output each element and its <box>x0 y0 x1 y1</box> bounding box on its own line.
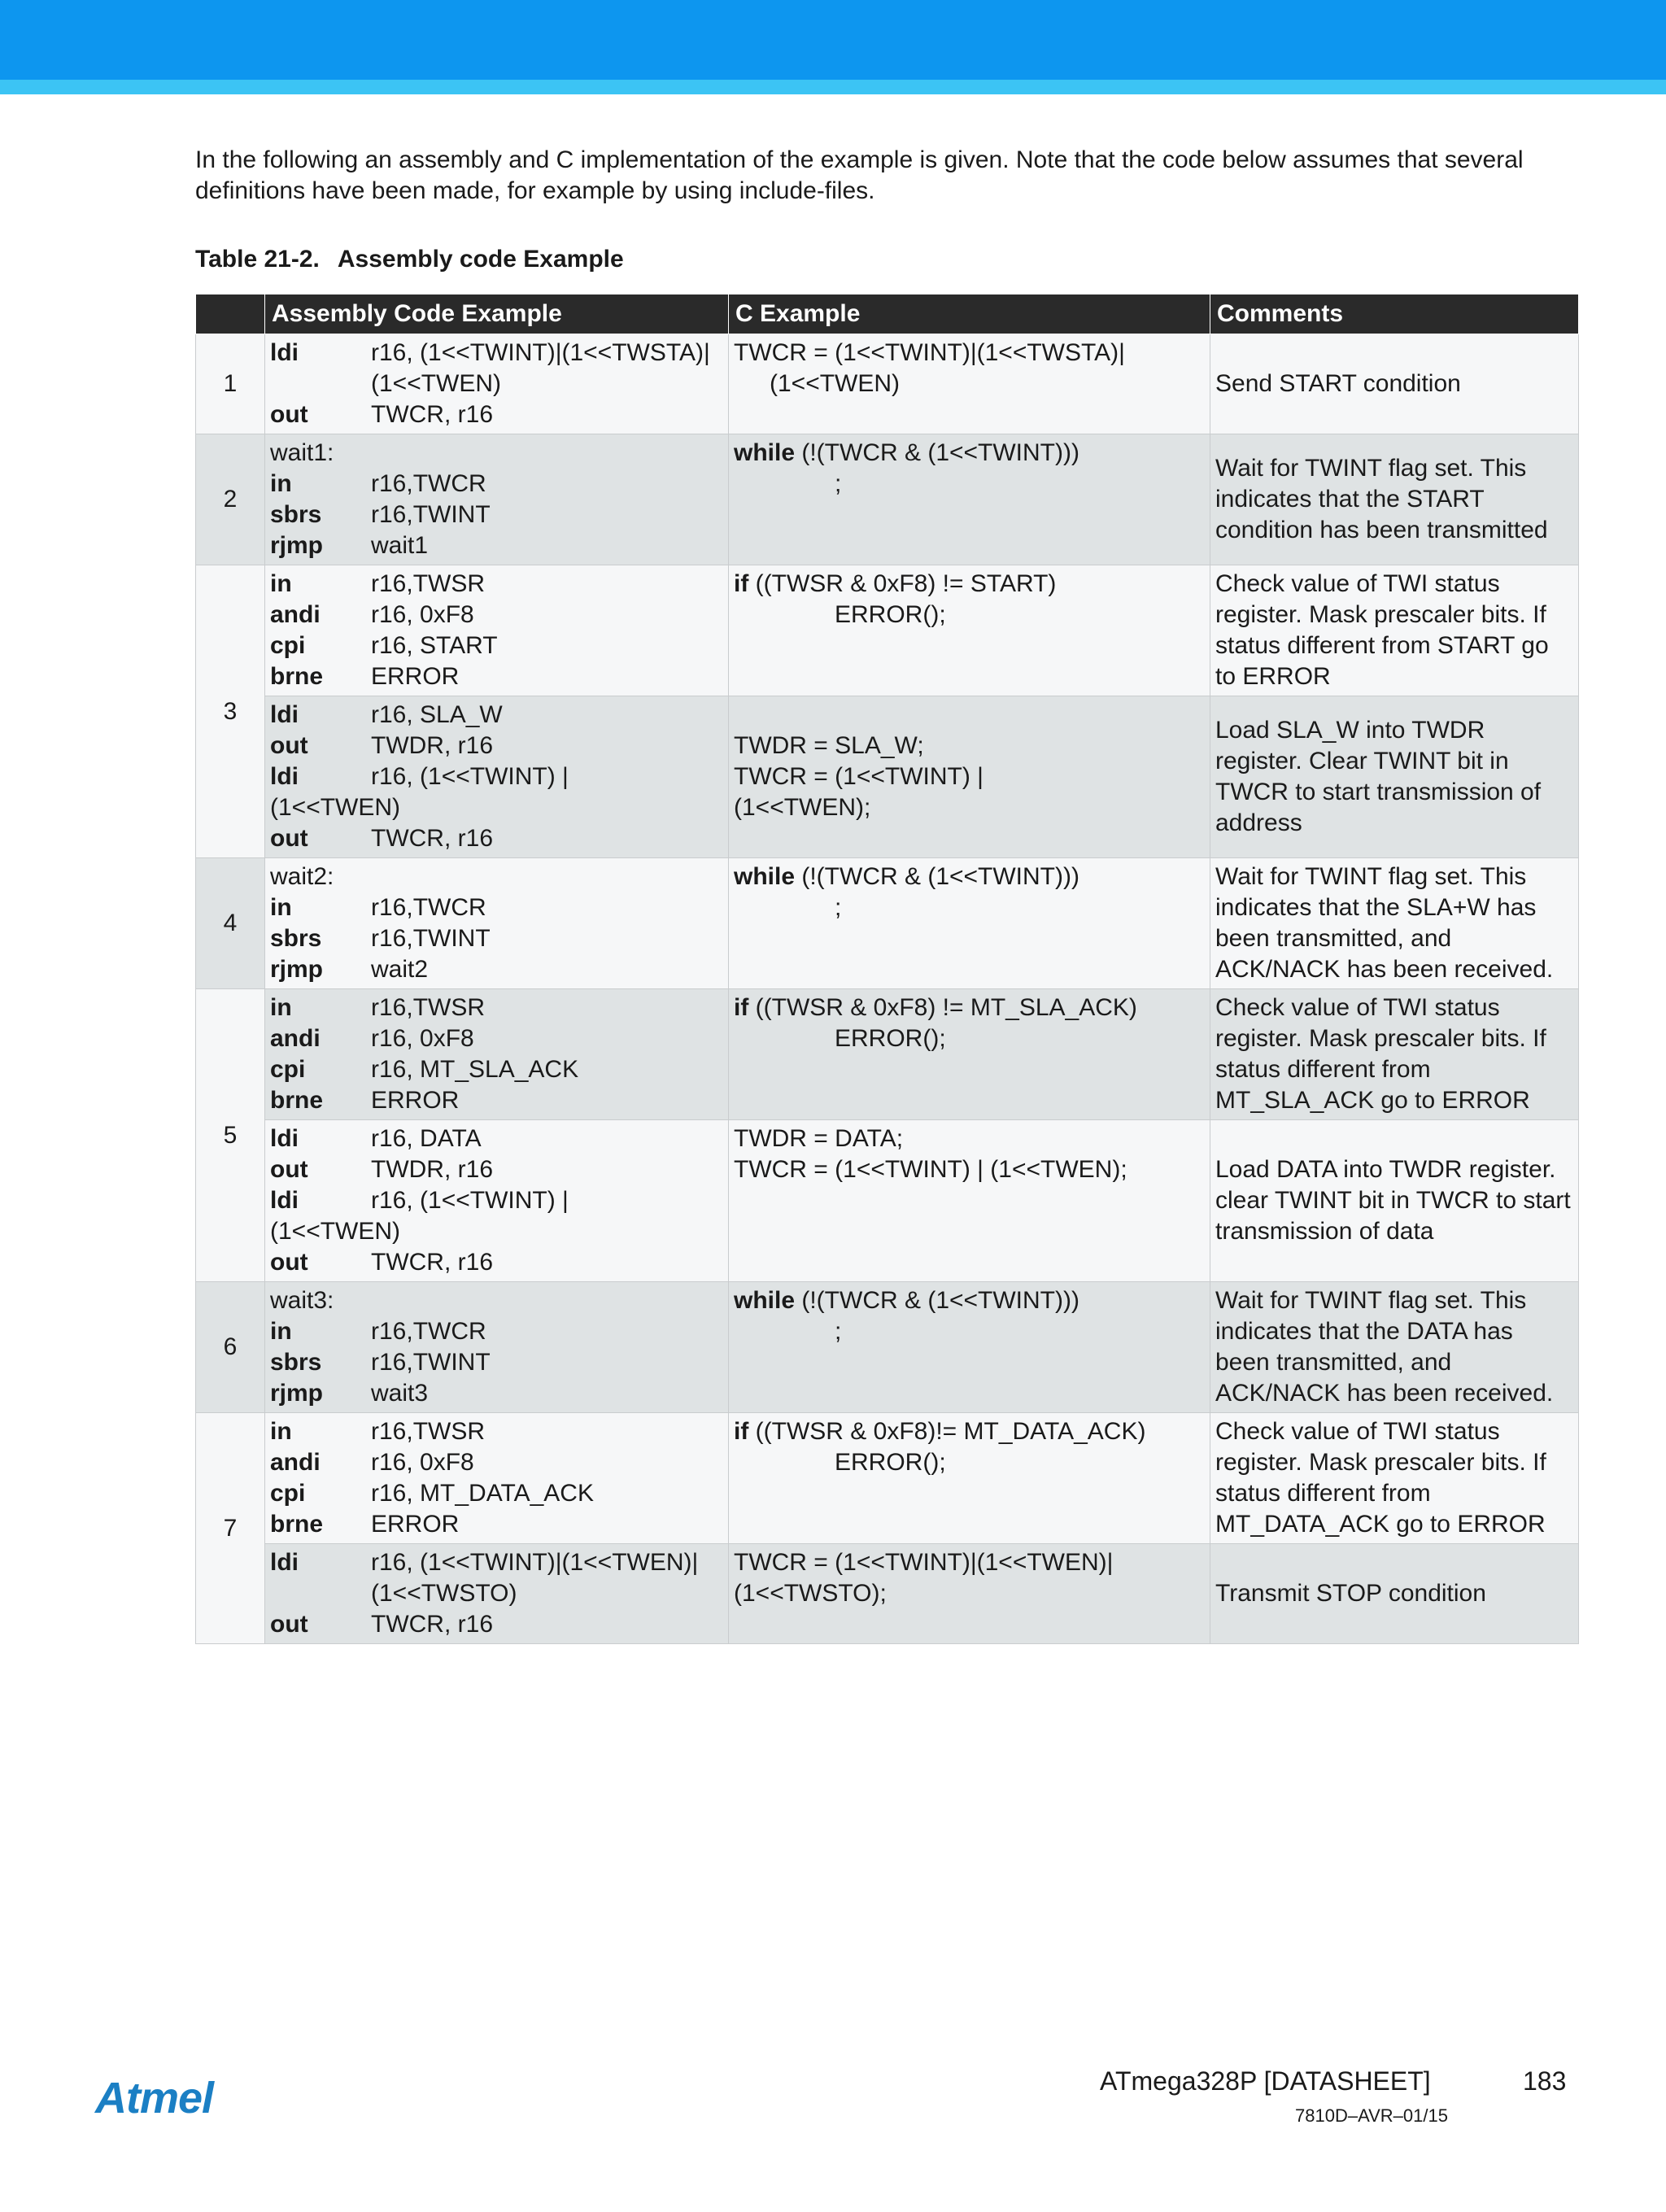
operand: r16, SLA_W <box>371 701 503 728</box>
c-keyword: if <box>734 1418 749 1445</box>
c-line: (1<<TWSTO); <box>734 1580 887 1607</box>
operand: TWCR, r16 <box>371 1249 493 1276</box>
table-row <box>196 1120 1579 1282</box>
mnemonic: in <box>270 894 292 921</box>
mnemonic: in <box>270 994 292 1021</box>
operand: r16, 0xF8 <box>371 1025 474 1052</box>
comment-cell: Check value of TWI status register. Mask prescaler bits. If status different from MT_SLA_ACK go to ERROR <box>1210 989 1579 1120</box>
operand: r16, MT_DATA_ACK <box>371 1480 594 1507</box>
c-code-cell <box>729 1544 1210 1644</box>
c-line: (1<<TWEN) <box>770 370 901 397</box>
assembly-cell <box>265 1413 729 1544</box>
mnemonic: ldi <box>270 339 299 366</box>
c-code-cell <box>729 334 1210 434</box>
mnemonic: out <box>270 1611 308 1638</box>
table-row <box>196 696 1579 858</box>
table-row <box>196 858 1579 989</box>
comment-cell: Check value of TWI status register. Mask prescaler bits. If status different from MT_DATA_ACK go to ERROR <box>1210 1413 1579 1544</box>
operand: r16,TWSR <box>371 570 486 597</box>
mnemonic: in <box>270 1318 292 1345</box>
c-keyword: while <box>734 863 796 890</box>
mnemonic: ldi <box>270 1549 299 1576</box>
operand: TWCR, r16 <box>371 401 493 428</box>
code-label: wait1: <box>270 439 334 466</box>
assembly-cell <box>265 334 729 434</box>
comment-cell: Check value of TWI status register. Mask prescaler bits. If status different from START go to ERROR <box>1210 565 1579 696</box>
c-keyword: if <box>734 570 749 597</box>
operand: TWDR, r16 <box>371 732 493 759</box>
operand: r16, START <box>371 632 498 659</box>
code-label: wait3: <box>270 1287 334 1314</box>
header-comments: Comments <box>1210 294 1579 334</box>
operand: r16,TWINT <box>371 1349 491 1376</box>
table-row <box>196 1413 1579 1544</box>
mnemonic: ldi <box>270 763 299 790</box>
header-bar <box>0 0 1666 80</box>
mnemonic: out <box>270 732 308 759</box>
operand: r16, (1<<TWINT)|(1<<TWSTA)| <box>371 339 710 366</box>
c-line: TWDR = DATA; <box>734 1125 904 1152</box>
table-header-row <box>196 294 1579 334</box>
operand: r16,TWINT <box>371 501 491 528</box>
mnemonic: in <box>270 1418 292 1445</box>
operand: (1<<TWEN) <box>371 370 502 397</box>
c-line: (1<<TWEN); <box>734 794 871 821</box>
c-line: TWCR = (1<<TWINT) | (1<<TWEN); <box>734 1156 1127 1183</box>
table-row <box>196 565 1579 696</box>
operand: r16, 0xF8 <box>371 1449 474 1476</box>
mnemonic: out <box>270 401 308 428</box>
mnemonic: cpi <box>270 1480 306 1507</box>
c-keyword: while <box>734 439 796 466</box>
step-number: 4 <box>196 858 265 989</box>
step-number: 3 <box>196 565 265 858</box>
operand: r16, (1<<TWINT)|(1<<TWEN)| <box>371 1549 699 1576</box>
operand: r16, 0xF8 <box>371 601 474 628</box>
operand: wait1 <box>371 532 429 559</box>
assembly-cell <box>265 1120 729 1282</box>
mnemonic: out <box>270 1156 308 1183</box>
mnemonic: in <box>270 470 292 497</box>
mnemonic: rjmp <box>270 532 324 559</box>
c-code-cell <box>729 858 1210 989</box>
document-number: 7810D–AVR–01/15 <box>1295 2105 1448 2126</box>
c-expr: (!(TWCR & (1<<TWINT))) <box>801 1287 1079 1314</box>
mnemonic: sbrs <box>270 925 322 952</box>
mnemonic: brne <box>270 1511 324 1538</box>
operand: r16,TWCR <box>371 894 486 921</box>
table-row <box>196 1544 1579 1644</box>
operand: ERROR <box>371 1087 460 1114</box>
operand: TWCR, r16 <box>371 825 493 852</box>
comment-cell: Send START condition <box>1210 334 1579 434</box>
header-assembly: Assembly Code Example <box>265 294 729 334</box>
mnemonic: sbrs <box>270 501 322 528</box>
operand: r16, (1<<TWINT) | <box>371 763 569 790</box>
assembly-cell <box>265 858 729 989</box>
mnemonic: andi <box>270 1025 321 1052</box>
c-line: ; <box>835 470 842 497</box>
operand: r16,TWCR <box>371 1318 486 1345</box>
operand: TWDR, r16 <box>371 1156 493 1183</box>
table-row <box>196 334 1579 434</box>
operand: (1<<TWEN) <box>270 794 401 821</box>
assembly-cell <box>265 565 729 696</box>
c-line: ; <box>835 894 842 921</box>
c-expr: ((TWSR & 0xF8) != MT_SLA_ACK) <box>755 994 1137 1021</box>
operand: (1<<TWSTO) <box>371 1580 517 1607</box>
code-label: wait2: <box>270 863 334 890</box>
step-number: 1 <box>196 334 265 434</box>
mnemonic: rjmp <box>270 956 324 983</box>
c-line: TWCR = (1<<TWINT) | <box>734 763 983 790</box>
header-step <box>196 294 265 334</box>
operand: r16, (1<<TWINT) | <box>371 1187 569 1214</box>
assembly-cell <box>265 696 729 858</box>
operand: r16,TWSR <box>371 1418 486 1445</box>
mnemonic: rjmp <box>270 1380 324 1407</box>
mnemonic: out <box>270 1249 308 1276</box>
mnemonic: sbrs <box>270 1349 322 1376</box>
c-line: ERROR(); <box>835 1449 946 1476</box>
c-expr: (!(TWCR & (1<<TWINT))) <box>801 863 1079 890</box>
comment-cell: Wait for TWINT flag set. This indicates that the DATA has been transmitted, and ACK/NACK has been received. <box>1210 1282 1579 1413</box>
assembly-cell <box>265 989 729 1120</box>
table-row <box>196 989 1579 1120</box>
mnemonic: out <box>270 825 308 852</box>
c-code-cell <box>729 1282 1210 1413</box>
caption-number: Table 21-2. <box>195 246 320 273</box>
comment-cell: Wait for TWINT flag set. This indicates that the SLA+W has been transmitted, and ACK/NACK has been received. <box>1210 858 1579 989</box>
mnemonic: cpi <box>270 632 306 659</box>
operand: (1<<TWEN) <box>270 1218 401 1245</box>
c-keyword: if <box>734 994 749 1021</box>
mnemonic: ldi <box>270 1187 299 1214</box>
c-code-cell <box>729 565 1210 696</box>
comment-cell: Load DATA into TWDR register. clear TWINT bit in TWCR to start transmission of data <box>1210 1120 1579 1282</box>
c-code-cell <box>729 1120 1210 1282</box>
c-code-cell <box>729 696 1210 858</box>
c-expr: ((TWSR & 0xF8)!= MT_DATA_ACK) <box>755 1418 1146 1445</box>
atmel-logo: Atmel <box>95 2074 214 2123</box>
mnemonic: brne <box>270 663 324 690</box>
table-row <box>196 434 1579 565</box>
table-row <box>196 1282 1579 1413</box>
mnemonic: brne <box>270 1087 324 1114</box>
c-expr: (!(TWCR & (1<<TWINT))) <box>801 439 1079 466</box>
mnemonic: ldi <box>270 1125 299 1152</box>
c-expr: ((TWSR & 0xF8) != START) <box>755 570 1057 597</box>
step-number: 2 <box>196 434 265 565</box>
comment-cell: Wait for TWINT flag set. This indicates that the START condition has been transmitted <box>1210 434 1579 565</box>
operand: r16,TWINT <box>371 925 491 952</box>
mnemonic: cpi <box>270 1056 306 1083</box>
footer-title: ATmega328P [DATASHEET] <box>1100 2066 1431 2096</box>
c-line: ERROR(); <box>835 1025 946 1052</box>
table-caption <box>195 246 624 273</box>
assembly-cell <box>265 1282 729 1413</box>
assembly-cell <box>265 434 729 565</box>
c-keyword: while <box>734 1287 796 1314</box>
operand: r16,TWSR <box>371 994 486 1021</box>
operand: r16, MT_SLA_ACK <box>371 1056 579 1083</box>
c-line: TWCR = (1<<TWINT)|(1<<TWEN)| <box>734 1549 1114 1576</box>
step-number: 5 <box>196 989 265 1282</box>
operand: wait2 <box>371 956 429 983</box>
c-line: TWCR = (1<<TWINT)|(1<<TWSTA)| <box>734 339 1125 366</box>
operand: r16, DATA <box>371 1125 482 1152</box>
step-number: 7 <box>196 1413 265 1644</box>
header-stripe <box>0 80 1666 94</box>
mnemonic: andi <box>270 1449 321 1476</box>
c-line: ; <box>835 1318 842 1345</box>
c-line: ERROR(); <box>835 601 946 628</box>
operand: ERROR <box>371 663 460 690</box>
c-code-cell <box>729 434 1210 565</box>
mnemonic: ldi <box>270 701 299 728</box>
comment-cell: Transmit STOP condition <box>1210 1544 1579 1644</box>
header-c: C Example <box>729 294 1210 334</box>
c-code-cell <box>729 1413 1210 1544</box>
operand: r16,TWCR <box>371 470 486 497</box>
mnemonic: andi <box>270 601 321 628</box>
step-number: 6 <box>196 1282 265 1413</box>
operand: ERROR <box>371 1511 460 1538</box>
c-line: TWDR = SLA_W; <box>734 732 924 759</box>
assembly-code-table <box>195 294 1579 1644</box>
mnemonic: in <box>270 570 292 597</box>
operand: wait3 <box>371 1380 429 1407</box>
operand: TWCR, r16 <box>371 1611 493 1638</box>
c-code-cell <box>729 989 1210 1120</box>
page-number: 183 <box>1523 2066 1567 2096</box>
caption-title: Assembly code Example <box>337 246 624 273</box>
assembly-cell <box>265 1544 729 1644</box>
comment-cell: Load SLA_W into TWDR register. Clear TWINT bit in TWCR to start transmission of address <box>1210 696 1579 858</box>
intro-paragraph: In the following an assembly and C implementation of the example is given. Note that the code below assumes that several definitions have been made, for example by using include-files. <box>195 146 1524 204</box>
